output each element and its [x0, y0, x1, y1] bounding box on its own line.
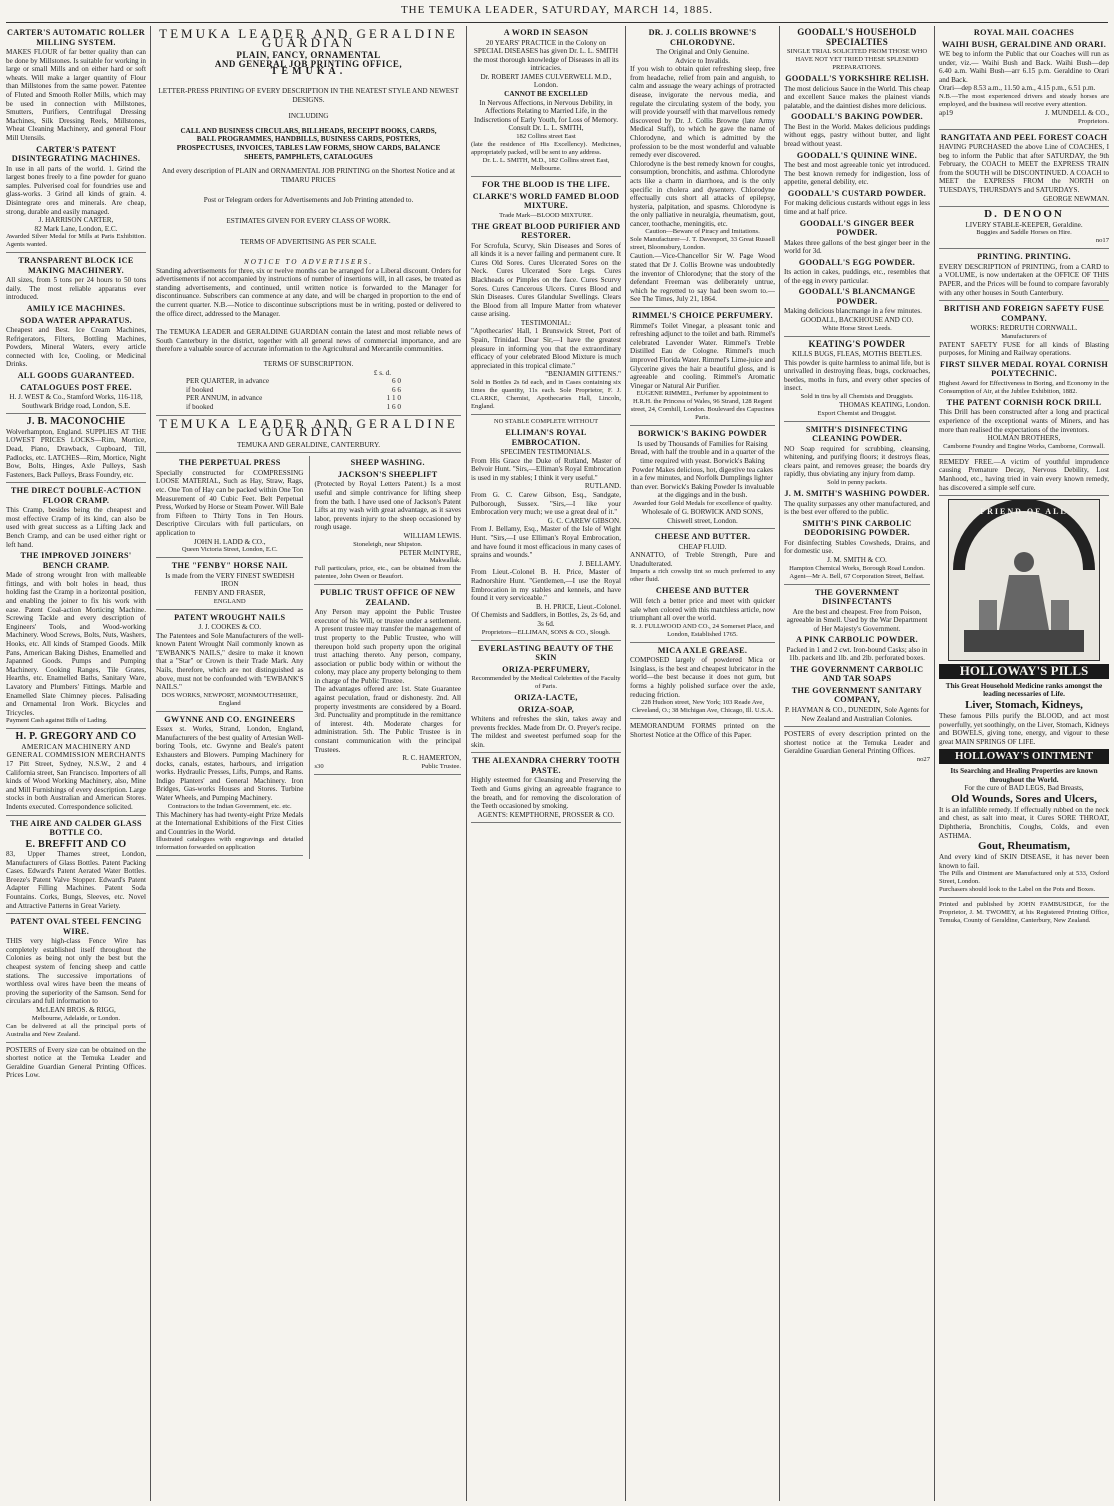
cheese-butter-2: CHEESE AND BUTTER: [655, 586, 750, 596]
annatto: ANNATTO, of Treble Strength, Pure and Unadulterated.: [630, 551, 775, 568]
friend-label: FRIEND OF ALL: [980, 507, 1068, 517]
gregory-body: 17 Pitt Street, Sydney, N.S.W., 2 and 4 California street, San Francisco. Importers of all kinds of Wood Working Machinery, also, Mine and Mill Furnishings of every description. Large stocks in both Australian and American Stores. Indents executed. Correspondence solicited.: [6, 760, 146, 811]
gregory-sub: AMERICAN MACHINERY AND GENERAL COMMISSION MERCHANTS: [6, 741, 146, 760]
fence-agents: McLEAN BROS. & RIGG,: [36, 1006, 116, 1014]
holloway-text: This Great Household Medicine ranks amongst the leading necessaries of Life.: [945, 681, 1103, 699]
subscription-table: [186, 377, 401, 411]
coach-head: ROYAL MAIL COACHES: [973, 28, 1075, 37]
oriza-soap: ORIZA-SOAP,: [518, 704, 574, 714]
col2-right: [309, 456, 461, 859]
coach-times: Orari—dep 8.53 a.m., 11.50 a.m., 4.15 p.m., 6.51 p.m.: [939, 84, 1096, 93]
oriza-body2: Whitens and refreshes the skin, takes away and prevents freckles. Made from Dr. O. Preyer's recipe. The mildest and sweetest perfumed soap for the skin.: [471, 715, 621, 749]
price: B. H. PRICE, Lieut.-Colonel.: [535, 602, 621, 611]
holloway-ointment: HOLLOWAY'S OINTMENT: [939, 749, 1109, 764]
tl2-sub: TEMUKA AND GERALDINE, CANTERBURY.: [236, 440, 381, 449]
smith-co: J. M. SMITH & CO.: [827, 555, 887, 564]
friend-of-all-illustration: [948, 499, 1100, 661]
quinine: GOODALL'S QUININE WINE.: [796, 150, 918, 160]
soda-body: Cheapest and Best. Ice Cream Machines, Refrigerators, Filters, Bottling Machines, Powders, Mineral Waters, every article connected with Ice, Cooling, or Medicinal Drinks.: [6, 326, 146, 369]
coach-note: N.B.—The most experienced drivers and steady horses are employed, and the business will receive every attention.: [939, 92, 1109, 108]
job-printing: AND GENERAL JOB PRINTING OFFICE,: [214, 58, 403, 69]
disint-title: CARTER'S PATENT DISINTEGRATING MACHINES.: [11, 144, 141, 164]
breffit-title: E. BREFFIT AND CO: [25, 838, 127, 850]
subscription-value: 6 0: [392, 377, 401, 386]
oxford: The Pills and Ointment are Manufactured only at 533, Oxford Street, London.: [939, 870, 1109, 886]
elliman-title: ELLIMAN'S ROYAL EMBROCATION.: [505, 428, 587, 447]
seated-figure-icon: [949, 500, 1099, 660]
posters-notice: POSTERS of Every size can be obtained on the shortest notice at the Temuka Leader and Geraldine Guardian General Printing Offices. Prices Low.: [6, 1045, 146, 1080]
column-divider: [150, 26, 151, 1501]
caution-body: Caution.—Vice-Chancellor Sir W. Page Wood stated that Dr J. Collis Browne was undoubtedly the inventor of Chlorodyne; that the story of the defendant Freeman was deliberately untrue, which he regretted to say had been sworn to.—See The Times, July 21, 1864.: [630, 252, 775, 304]
works: WORKS: REDRUTH CORNWALL.: [970, 324, 1078, 333]
sanitary: THE GOVERNMENT SANITARY COMPANY,: [791, 685, 923, 705]
column-3: [471, 26, 621, 1501]
fuse-body: PATENT SAFETY FUSE for all kinds of Blasting purposes, for Mining and Railway operations.: [939, 340, 1109, 358]
subscription-title: TERMS OF SUBSCRIPTION.: [263, 360, 354, 369]
alexandra-title: THE ALEXANDRA CHERRY TOOTH PASTE.: [472, 756, 620, 775]
fence-city: Melbourne, Adelaide, or London.: [31, 1014, 121, 1022]
holloway-pills: HOLLOWAY'S PILLS: [939, 664, 1109, 679]
including: INCLUDING: [288, 112, 329, 121]
ap19: ap19: [939, 108, 953, 117]
collis-head: DR. J. COLLIS BROWNE'S CHLORODYNE.: [648, 28, 757, 47]
addr: 182 Collins street East: [516, 133, 576, 141]
washing-body: The quality surpasses any other manufactured, and is the best ever offered to the public.: [784, 499, 930, 517]
breffit-body: 83, Upper Thames street, London, Manufacturers of Glass Bottles. Patent Packing Cases. Edward's Patent Aerated Water Bottles. Breeze's Patent Valve Stopper. Edward's Patent Adapter Filling Machines. Patent Soda Fountains. Corks, Bungs, Sleeves, etc. Novel and Attractive Patterns in Great Variety.: [6, 850, 146, 910]
test5: From Lieut.-Colonel B. H. Price, Master of Radnorshire Hunt. "Gentlemen,—I use the Royal Embrocation in my stables and kennels, and have found it very serviceable.": [471, 568, 621, 603]
posters-2: POSTERS of every description printed on the shortest notice at the Temuka Leader and Geraldine Guardian General Printing Offices.: [784, 730, 930, 756]
hamerton: R. C. HAMERTON,: [402, 754, 461, 763]
press-addr: Queen Victoria Street, London, E.C.: [181, 546, 278, 554]
borwick-addr: Wholesale of G. BORWICK AND SONS, Chiswell street, London.: [641, 507, 764, 525]
oriza-lacte: ORIZA-LACTE,: [514, 693, 578, 702]
press-title: THE PERPETUAL PRESS: [178, 458, 281, 468]
caution: Caution—Beware of Piracy and Imitations.: [645, 228, 760, 236]
robert: Dr. ROBERT JAMES CULVERWELL M.D., London.: [480, 72, 612, 90]
circulation: The TEMUKA LEADER and GERALDINE GUARDIAN contain the latest and most reliable news of South Canterbury in the district, together with all general news of commercial importance, and are therefore a valuable source of accurate information to the Agricultural and Mercantile communities.: [156, 328, 461, 354]
word-title: A WORD IN SEASON: [503, 28, 589, 37]
gov-body: Are the best and cheapest. Free from Poison, agreeable in Smell. Used by the War Department of Her Majesty's Government.: [786, 607, 928, 633]
buggies: Buggies and Saddle Horses on Hire.: [976, 229, 1072, 237]
gwynne-catalogue: Illustrated catalogues with engravings and detailed information forwarded on application: [156, 836, 304, 852]
washing: J. M. SMITH'S WASHING POWDER.: [784, 489, 930, 499]
subscription-label: PER QUARTER, in advance: [186, 377, 270, 386]
estimates: ESTIMATES GIVEN FOR EVERY CLASS OF WORK.: [226, 216, 391, 225]
public-trustee-sign: Public Trustee.: [421, 762, 461, 770]
everlasting-title: EVERLASTING BEAUTY OF THE SKIN: [478, 643, 614, 662]
pink-carbolic: A PINK CARBOLIC POWDER.: [796, 635, 918, 645]
public-trust-body2: The advantages offered are: 1st. State Guarantee against peculation, fraud or dishonesty. 2nd. All property investments are considered by a Board. 3rd. Punctuality and promptitude in the remittance of interest. 4th. Moderate charges for administration. 5th. The Public Trustee is in constant communication with the principal Trustees.: [314, 685, 461, 754]
print-list: CALL AND BUSINESS CIRCULARS, BILLHEADS, RECEIPT BOOKS, CARDS, BALL PROGRAMMES, HANDBILLS, BUSINESS CARDS, POSTERS, PROSPECTUSES, INVOICES, TABLES LAW FORMS, SHOW CARDS, BALANCE SHEETS, PAMPHLETS, CATALOGUES: [176, 126, 441, 161]
masthead-rule: [6, 22, 1108, 23]
jackson-body: (Protected by Royal Letters Patent.) Is a most useful and simple contrivance for lifting sheep from the bath. I have used one of Jackson's Patent Lifts at my wash with great advantage, as it saves labor, prevents injury to the sheep occasioned by rough usage.: [314, 480, 461, 532]
subscription-value: 1 6 0: [386, 403, 401, 411]
mcintyre: PETER McINTYRE,: [399, 548, 461, 557]
subscription-value: 1 1 0: [386, 394, 401, 403]
keating-sub: KILLS BUGS, FLEAS, MOTHS BEETLES.: [792, 350, 922, 359]
rimmel-title: RIMMEL'S CHOICE PERFUMERY.: [632, 311, 773, 321]
col2-left: [156, 456, 303, 859]
highest: Highest Award for Effectiveness in Boring, and Economy in the Consumption of Air, at the Jubilee Exhibition, 1882.: [939, 379, 1109, 395]
column-divider: [625, 26, 626, 1501]
remedy: REMEDY FREE.—A victim of youthful imprudence causing Premature Decay, Nervous Debility, Lost Manhood, etc., having tried in vain every known remedy, has discovered a simple self cure.: [939, 457, 1109, 492]
bench-cramp-body: Made of strong wrought Iron with malleable fittings, and with bolt holes in head, thus holding fast the Cramp in a horizontal position, and enabling the joiner to fix his work with ease. Patent Coal-action Morticing Machine. Screwing Tackle and every description of Engineers' Tools, and Wood-working Machinery. Wood Screws, Bolts, Nuts, Washers, Hooks, etc. All kinds of Stamped Goods. Milk Pans, American Baking Dishes, Enamelled and Japanned Goods. Pumps and Pumping Machinery. Cooking Ranges, Tile Grates, Hearths, etc. Enamelled Baths, Sanitary Ware, Lavatory and Plumbers' Fittings. Marble and Enamelled Slate Chimney pieces. Palisading and Ornamental Iron Work. Bicycles and Tricycles.: [6, 571, 146, 717]
smith-sold: Sold in penny packets.: [827, 479, 887, 487]
silver-medal: FIRST SILVER MEDAL ROYAL CORNISH POLYTECHNIC.: [939, 359, 1109, 379]
rutland: RUTLAND.: [584, 482, 621, 491]
keating-body: This powder is quite harmless to animal life, but is unrivalled in destroying fleas, bugs, cockroaches, beetles, moths in furs, and every other species of insect.: [784, 358, 930, 393]
gwynne-body: Essex st. Works, Strand, London, England, Manufacturers of the best quality of Artesian Well-boring Tools, etc. Gwynne and Beale's patent Exhausters and Blowers. Pumping Machinery for docks, canals, estates, harbours, and irrigation works. Hydraulic Presses, Lifts, Pumps, and Rams. Indigo Planters' and General Machinery. Iron Bridges, Gas-works Houses and Stores. Turbine Water Wheels, and Pumping Machinery.: [156, 725, 304, 802]
subscription-label: if booked: [186, 403, 214, 411]
column-2: [156, 26, 461, 1501]
specimen: SPECIMEN TESTIMONIALS.: [500, 448, 592, 457]
rangi-title: RANGITATA AND PEEL FOREST COACH: [940, 132, 1108, 142]
printing-body: EVERY DESCRIPTION of PRINTING, from a CARD to a VOLUME, is now undertaken at the OFFICE OF THIS PAPER, and the Prices will be found to compare favorably with any other houses in South Canterbury.: [939, 262, 1109, 297]
fence-title: PATENT OVAL STEEL FENCING WIRE.: [10, 917, 142, 936]
test4: From J. Bellamy, Esq., Master of the Isle of Wight Hunt. "Sirs,—I use Elliman's Royal Embrocation, and have found it most efficacious in many cases of sprains and wounds.": [471, 525, 621, 560]
printing-head: PRINTING. PRINTING.: [977, 252, 1071, 262]
waihi: WAIHI BUSH, GERALDINE AND ORARI.: [941, 39, 1107, 49]
cheap-fluid: CHEAP FLUID.: [678, 542, 727, 551]
wrought-works: DOS WORKS, NEWPORT, MONMOUTHSHIRE, England: [161, 691, 298, 707]
cheese-title: CHEESE AND BUTTER.: [654, 532, 751, 542]
old-wounds: Old Wounds, Sores and Ulcers,: [951, 792, 1097, 805]
drill-title: THE PATENT CORNISH ROCK DRILL: [946, 397, 1102, 407]
catalogues: CATALOGUES POST FREE.: [20, 382, 132, 392]
floor-cramp-title: THE DIRECT DOUBLE-ACTION FLOOR CRAMP.: [10, 486, 142, 505]
masthead: THE TEMUKA LEADER, SATURDAY, MARCH 14, 1885.: [400, 4, 714, 16]
temuka: TEMUKA.: [270, 66, 347, 78]
terms: TERMS OF ADVERTISING AS PER SCALE.: [240, 237, 377, 246]
floor-cramp-body: This Cramp, besides being the cheapest and most effective Cramp of its kind, can also be used with great success as a Lifting Jack and Bench Cramp, and can be used either right or left hand.: [6, 506, 146, 549]
nail-body: Is made from the VERY FINEST SWEDISH IRON: [165, 571, 295, 589]
smith-title: SMITH'S DISINFECTING CLEANING POWDER.: [805, 424, 909, 444]
carter-title: CARTER'S AUTOMATIC ROLLER MILLING SYSTEM.: [7, 28, 145, 47]
carter-name: J. HARRISON CARTER,: [38, 216, 114, 225]
bad-legs: For the cure of BAD LEGS, Bad Breasts,: [964, 784, 1084, 793]
of-chemists: Of Chemists and Saddlers, in Bottles, 2s, 2s 6d, and 3s 6d.: [471, 611, 621, 628]
manufacturer: Sole Manufacturer—J. T. Davenport, 33 Great Russell street, Bloomsbury, London.: [630, 236, 775, 252]
notice-body: Standing advertisements for three, six or twelve months can be arranged for a Liberal discount. Orders for advertisements if not accompanied by instructions of number of insertions will, in all cases, be treated as standing advertisements, and continued, until written notice is forwarded to the Manager for discontinuance. Subscribers can commence at any date, and will be charged in proportion to the end of the current quarter. N.B.—Notice to discontinue subscriptions must be in writing, posted or delivered to the office direct, addressed to the Manager.: [156, 266, 461, 318]
oxford2: Purchasers should look to the Label on the Pots and Boxes.: [939, 886, 1096, 894]
baking: GOODALL'S BAKING POWDER.: [790, 112, 924, 122]
no17: no17: [1095, 237, 1109, 245]
quinine-body: The best and most agreeable tonic yet introduced. The best known remedy for indigestion, loss of appetite, general debility, etc.: [784, 161, 930, 187]
gregory-title: H. P. GREGORY AND CO: [15, 731, 137, 743]
no-stable: NO STABLE COMPLETE WITHOUT: [493, 418, 599, 426]
mica-body: COMPOSED largely of powdered Mica or Isinglass, is the best and cheapest lubricator in the world—the best because it does not gum, but forms a highly polished surface over the axle, reducing friction.: [630, 656, 775, 699]
west-addr: H. J. WEST & Co., Stamford Works, 116-118, Southwark Bridge road, London, S.E.: [9, 393, 143, 410]
egg-body: Its action in cakes, puddings, etc., resembles that of the egg in every particular.: [784, 268, 930, 285]
amily-title: AMILY ICE MACHINES.: [26, 304, 126, 314]
cb2-body: Will fetch a better price and meet with quicker sale when colored with this matchless article, now triumphant all over the world.: [630, 596, 775, 623]
payment: Payment Cash against Bills of Lading.: [6, 717, 108, 725]
borwick-awards: Awarded four Gold Medals for excellence of quality.: [632, 499, 773, 507]
goodall-co: GOODALL, BACKHOUSE AND CO.: [800, 316, 914, 324]
nail-loc: ENGLAND: [213, 597, 246, 605]
guaranteed: ALL GOODS GUARANTEED.: [17, 371, 135, 381]
tl2-title: TEMUKA LEADER AND GERALDINE GUARDIAN: [159, 415, 458, 440]
oriza-body: Recommended by the Medical Celebrities of the Faculty of Paris.: [471, 675, 621, 690]
custard-body: For making delicious custards without eggs in less time and at half price.: [784, 199, 930, 216]
aire-title: THE AIRE AND CALDER GLASS BOTTLE CO.: [10, 818, 142, 838]
bench-cramp-title: THE IMPROVED JOINERS' BENCH CRAMP.: [20, 551, 132, 570]
public-trust-body: Any Person may appoint the Public Trustee executor of his Will, or trustee under a settlement. A present trustee may transfer the management of trust property to the Public Trustee, who will thereupon hold such property upon the original trust attaching thereto. Any person, company, association or public body within or without the colony, may place any property belonging to them in charge of the Public Trustee.: [314, 608, 461, 685]
subscription-cols: £ s. d.: [373, 368, 391, 377]
wrought-title: PATENT WROUGHT NAILS: [174, 612, 286, 622]
manufacturers: Manufacturers of: [1001, 332, 1047, 340]
denoon: D. DENOON: [984, 208, 1064, 221]
press-body: Specially constructed for COMPRESSING LOOSE MATERIAL, Such as Hay, Straw, Rags, etc. One Ton of Hay can be packed within One Ton Measurement of 40 Cubic Feet. Belt Perpetual Press, Worked by Horse or Steam Power. Will Bale from Fifteen to Thirty Tons in Ten Hours. Descriptive Circulars with full particulars, on application to: [156, 468, 304, 538]
subscription-label: PER ANNUM, in advance: [186, 394, 263, 403]
word-body2: In Nervous Affections, in Nervous Debility, in Affections Relating to Married Life, in the Indiscretions of Early Youth, for Loss of Memory.: [473, 98, 619, 124]
blood-head: FOR THE BLOOD IS THE LIFE.: [481, 180, 611, 190]
jackson-full: Full particulars, price, etc., can be obtained from the patentee, John Owen or Beaufort.: [314, 565, 461, 581]
post-telegram: Post or Telegram orders for Advertisements and Job Printing attended to.: [203, 196, 414, 205]
stoneleigh: Stoneleigh, near Shipston.: [353, 540, 423, 548]
fullwood: R. J. FULLWOOD AND CO., 24 Somerset Place, and London, Established 1765.: [631, 622, 774, 638]
tl-title: TEMUKA LEADER AND GERALDINE GUARDIAN: [159, 26, 458, 50]
clarke-title: CLARKE'S WORLD FAMED BLOOD MIXTURE.: [472, 191, 620, 211]
original: The Original and Only Genuine.: [655, 48, 750, 56]
annatto-body: Imparts a rich cowslip tint so much preferred to any other fluid.: [630, 568, 775, 584]
carter-award: Awarded Silver Medal for Mills at Paris Exhibition. Agents wanted.: [6, 233, 146, 249]
gwynne-prize: This Machinery has had twenty-eight Prize Medals at the International Exhibitions of the First Cities and Countries in the World.: [156, 810, 304, 836]
column-5: [784, 26, 930, 1501]
rimmel-body: Rimmel's Toilet Vinegar, a pleasant tonic and refreshing adjunct to the toilet and bath. Rimmel's celebrated Lavender Water. Rimmel's Treble Distilled Eau de Cologne. Rimmel's much improved Florida Water. Rimmel's Lime-juice and Glycerine gives the hair a beautiful gloss, and is agreeable and cooling. Rimmel's Aromatic Vinegar or Natural Air Purifier.: [630, 321, 775, 390]
ginger-body: Makes three gallons of the best ginger beer in the world for 3d.: [784, 238, 930, 256]
smith-addr: Hampton Chemical Works, Borough Road London.: [789, 564, 925, 572]
jackson-title: JACKSON'S SHEEPLIFT: [337, 469, 438, 479]
baking-body: The Best in the World. Makes delicious puddings without eggs, pastry without butter, and light bread without yeast.: [784, 122, 930, 148]
fence-note: Can be delivered at all the principal ports of Australia and New Zealand.: [6, 1022, 146, 1038]
lewis: WILLIAM LEWIS.: [403, 531, 461, 540]
column-divider: [934, 26, 935, 1501]
gwynne-title: GWYNNE AND CO. ENGINEERS: [164, 714, 296, 724]
advice: Advice to Invalids.: [675, 56, 730, 65]
notice-title: NOTICE TO ADVERTISERS.: [244, 258, 373, 267]
plain-fancy: PLAIN, FANCY, ORNAMENTAL: [236, 50, 381, 61]
column-divider: [466, 26, 467, 1501]
maconochie-body: Wolverhampton, England. SUPPLIES AT THE LOWEST PRICES LOCKS—Rim, Mortice, Dead, Piano, Drawback, Cupboard, Till, Padlocks, etc. LATCHES—Rim, Mortice, Night Bow, Bolts, Hinges, Axle Pulleys, Sash Fasteners, Back Pulleys, Brass Foundry, etc.: [6, 427, 146, 479]
word-body: 20 YEARS' PRACTICE in the Colony on SPECIAL DISEASES has given Dr. L. L. SMITH the most thorough knowledge of Diseases in all its intricacies.: [473, 38, 619, 73]
newman: GEORGE NEWMAN.: [1043, 194, 1109, 203]
collis-body2: Chlorodyne is the best remedy known for coughs, consumption, bronchitis, and asthma. Chlorodyne acts like a charm in diarrhoea, and is the only specific in cholera and dysentery. Chlorodyne effectually cuts short all attacks of epilepsy, hysteria, palpitation, and spasms. Chlorodyne is the only palliative in neuralgia, rheumatism, gout, cancer, toothache, meningitis, etc.: [630, 159, 775, 228]
fuse-head: BRITISH AND FOREIGN SAFETY FUSE COMPANY.: [943, 304, 1105, 323]
consult: Consult Dr. L. L. SMITH,: [508, 124, 584, 133]
ointment-body: It is an infallible remedy. If effectually rubbed on the neck and chest, as salt into meat, it Cures SORE THROAT, Diphtheria, Bronchitis, Coughs, Colds, and even ASTHMA.: [939, 805, 1109, 840]
every-description: And every description of PLAIN and ORNAMENTAL JOB PRINTING on the Shortest Notice and at TIMARU PRICES: [162, 167, 455, 184]
bellamy: J. BELLAMY.: [579, 559, 621, 568]
pink-title: SMITH'S PINK CARBOLIC DEODORISING POWDER.: [802, 518, 912, 538]
memorandum: MEMORANDUM FORMS printed on the Shortest Notice at the Office of this Paper.: [630, 722, 775, 739]
column-4: [630, 26, 775, 1501]
goodall-sub: SINGLE TRIAL SOLICITED FROM THOSE WHO HAVE NOT YET TRIED THESE SPLENDID PREPARATIONS.: [786, 48, 928, 71]
collis-body: If you wish to obtain quiet refreshing sleep, free from headache, relief from pain and anguish, to calm and assuage the weary achings of protracted disease, invigorate the nervous media, and regulate the circulating system of the body, you will provide yourself with that marvellous remedy discovered by Dr. J. Collis Browne (late Army Medical Staff), to which he gave the name of Chlorodyne, and which is admitted by the profession to be the most wonderful and valuable remedy ever discovered.: [630, 65, 775, 160]
fence-body: THIS very high-class Fence Wire has completely established itself throughout the Colonies as being not only the best but the cheapest system of fencing sheep and cattle stations. The successive importations of worthless oval wires have been the means of proving the superiority of the Samson. Send for circulars and full information to: [6, 937, 146, 1006]
disint-body: In use in all parts of the world. 1. Grind the largest bones freely to a fine powder for guano samples. Pulverised coal for foundries use and glass-works. 3 Grind all kinds of grain. 4. Disintegrate ores and minerals. Are cheap, strong, durable and easily managed.: [6, 164, 146, 216]
egg: GOODALL'S EGG POWDER.: [798, 257, 916, 267]
s30: s30: [314, 762, 324, 770]
keating-title: KEATING'S POWDER: [808, 338, 906, 349]
ointment-text: Its Searching and Healing Properties are known throughout the World.: [950, 766, 1098, 784]
wrought-by: J. J. COOKES & CO.: [198, 623, 261, 631]
purifier: THE GREAT BLOOD PURIFIER AND RESTORER.: [471, 221, 621, 241]
test2: From His Grace the Duke of Rutland, Master of Belvoir Hunt. "Sirs,—Elliman's Royal Embrocation is used in my stables; I think it very useful.": [471, 456, 621, 482]
nail-title: THE "FENBY" HORSE NAIL: [171, 561, 288, 571]
soda-title: SODA WATER APPARATUS.: [20, 315, 132, 325]
gout: Gout, Rheumatism,: [978, 840, 1070, 853]
oriza-perfumery: ORIZA-PERFUMERY,: [502, 664, 590, 674]
cannot-excel: CANNOT BE EXCELLED: [504, 90, 588, 99]
export: Export Chemist and Druggist.: [817, 409, 897, 417]
column-1: [6, 26, 146, 1501]
holman: HOLMAN BROTHERS,: [987, 434, 1061, 443]
subscription-label: if booked: [186, 385, 214, 394]
agents: AGENTS: KEMPTHORNE, PROSSER & CO.: [477, 810, 615, 819]
printed-by: Printed and published by JOHN FAMBUSIDGE, for the Proprietor, J. M. TWOMEY, at his Registered Printing Office, Temuka, County of Geraldine, Canterbury, New Zealand.: [939, 901, 1109, 925]
testimonial-body: "Apothecaries' Hall, 1 Brunswick Street, Port of Spain, Trinidad. Dear Sir,—I have the greatest pleasure in informing you that the extraordinary efficacy of your celebrated Blood Mixture is much appreciated in this tropical climate.": [471, 327, 621, 370]
mica-title: MICA AXLE GREASE.: [657, 645, 748, 655]
blanc: GOODALL'S BLANCMANGE POWDER.: [798, 287, 916, 306]
subscription-row: [186, 377, 401, 386]
borwick-title: BORWICK'S BAKING POWDER: [638, 429, 767, 439]
smith-body: NO Soap required for scrubbing, cleansing, whitening, and purifying floors; it destroys fleas, clears paint, and removes grease; the boards dry rapidly, thus obviating any injury from damp.: [784, 444, 930, 479]
ice-body: All sizes, from 5 tons per 24 hours to 50 tons daily. The most reliable apparatus ever introduced.: [6, 276, 146, 302]
goodall-addr: White Horse Street Leeds.: [822, 324, 892, 332]
carbolic-soaps: THE GOVERNMENT CARBOLIC AND TAR SOAPS: [790, 664, 924, 684]
ginger: GOODALL'S GINGER BEER POWDER.: [799, 218, 915, 238]
word-body3: (late the residence of His Excellency). Medicines, appropriately packed, will be sent to any address.: [471, 141, 621, 157]
column-divider: [779, 26, 780, 1501]
trademark: Trade Mark—BLOOD MIXTURE.: [499, 211, 593, 219]
no27: no27: [916, 755, 930, 763]
letterpress: LETTER-PRESS PRINTING OF EVERY DESCRIPTION IN THE NEATEST STYLE AND NEWEST DESIGNS.: [158, 86, 459, 104]
keating-sold: Sold in tins by all Chemists and Druggists.: [800, 393, 914, 401]
subscription-row: [186, 386, 401, 395]
gov-title: THE GOVERNMENT DISINFECTANTS: [814, 587, 900, 606]
keating-prop: THOMAS KEATING, London.: [838, 401, 930, 410]
column-6: [939, 26, 1109, 1501]
livery: LIVERY STABLE-KEEPER, Geraldine.: [965, 220, 1083, 229]
subscription-row: [186, 394, 401, 403]
maconochie-title: J. B. MACONOCHIE: [26, 416, 126, 428]
blanc-body: Making delicious blancmange in a few minutes.: [784, 307, 922, 316]
coach-body: WE beg to inform the Public that our Coaches will run as under, viz.— Waihi Bush and Back. Waihi Bush—dep 6.40 a.m. Waihi Bush—arr 6.15 p.m. Geraldine to Orari and Back.: [939, 50, 1109, 84]
sold: Sold in Bottles 2s 6d each, and in Cases containing six times the quantity, 11s each. Sole Proprietor, F. J. CLARKE, Chemist, Apothecaries Hall, Lincoln, England.: [471, 379, 621, 411]
goodall-title: GOODALL'S HOUSEHOLD SPECIALTIES: [797, 27, 917, 47]
mundell: J. MUNDELL & CO.,: [1044, 108, 1109, 117]
relish-body: The most delicious Sauce in the World. This cheap and excellent Sauce makes the plainest viands palatable, and the daintiest dishes more delicious.: [784, 84, 930, 110]
borwick-body: Is used by Thousands of Families for Raising Bread, with half the trouble and in a quarter of the time required with yeast. Borwick's Baking Powder Makes delicious, hot, digestive tea cakes in a few minutes, and Norfolk Dumplings lighter than ever. Borwick's Baking Powder Is invaluable at the diggings and in the bush.: [630, 439, 775, 500]
nail-maker: FENBY AND FRASER,: [194, 588, 266, 597]
holman-addr: Camborne Foundry and Engine Works, Camborne, Cornwall.: [943, 442, 1105, 450]
carter-body: MAKES FLOUR of far better quality than can be done by Millstones. Is suitable for working in large or small Mills and on either hard or soft wheats. Will make a larger quantity of Flour than Millstones from the same power. Patentee of Fluted and Smooth Roller Mills, which may be used in connection with Millstones, Smutters, Purifiers, Centrifugal Dressing Machines, Silk Dressing Reels, Millstones, Wheat Cleaning Machinery, and general Flour Mill Utensils.: [6, 48, 146, 142]
proprietors: Proprietors—ELLIMAN, SONS & CO., Slough.: [481, 628, 611, 636]
wrought-body: The Patentees and Sole Manufacturers of the well-known Patent Wrought Nail commonly known as "EWBANK'S NAILS," desire to make it known that a "Star" or Crown is their Trade Mark. Any Nails, therefore, which are not distinguished as above, must not be confounded with "EWBANK'S NAILS.": [156, 631, 304, 692]
custard: GOODALL'S CUSTARD POWDER.: [787, 188, 927, 198]
gwynne-contract: Contractors to the Indian Government, etc. etc.: [167, 802, 292, 810]
rimmel-addr: EUGENE RIMMEL, Perfumer by appointment to H.R.H. the Princess of Wales, 96 Strand, 128 Regent street, 24, Cornhill, London. Boulevard des Capucines Paris.: [630, 390, 775, 422]
relish: GOODALL'S YORKSHIRE RELISH.: [785, 74, 929, 83]
rangi-body: HAVING PURCHASED the above Line of COACHES, I beg to inform the Public that after SATURDAY, the 9th February, the COACH to MEET the EXPRESS TRAIN from the SOUTH will be DISCONTINUED. A COACH to MEET the EXPRESS FROM the NORTH on TUESDAYS, THURSDAYS and SATURDAYS.: [939, 143, 1109, 195]
gout-body: And every kind of SKIN DISEASE, it has never been known to fail.: [939, 853, 1109, 870]
ice-title: TRANSPARENT BLOCK ICE MAKING MACHINERY.: [18, 256, 134, 275]
holloway-body: These famous Pills purify the BLOOD, and act most powerfully, yet soothingly, on the Liver, Stomach, Kidneys and BOWELS, giving tone, energy, and vigour to these great MAIN SPRINGS OF LIFE.: [939, 712, 1109, 746]
gov-body2: Packed in 1 and 2 cwt. Iron-bound Casks; also in 1lb. packets and 1lb. and 2lb. perforated boxes.: [786, 645, 928, 663]
alexandra-body: Highly esteemed for Cleansing and Preserving the Teeth and Gums giving an agreeable fragrance to the breath, and for removing the discoloration of the Teeth occasioned by smoking.: [471, 776, 621, 811]
press-name: JOHN H. LADD & CO.,: [193, 537, 266, 546]
pink-body: For disinfecting Stables Cowsheds, Drains, and for domestic use.: [784, 538, 930, 556]
addr2: Dr. L. L. SMITH, M.D., 182 Collins street East, Melbourne.: [482, 157, 610, 173]
subscription-value: 6 6: [392, 385, 401, 394]
testimonial: TESTIMONIAL:: [520, 318, 572, 327]
subscription-row: [186, 403, 401, 412]
proprietors-2: Proprietors.: [1078, 117, 1109, 125]
carter-addr: 82 Mark Lane, London, E.C.: [34, 224, 118, 233]
gibson: G. C. CAREW GIBSON.: [547, 516, 621, 525]
drill-body: This Drill has been constructed after a long and practical experience of the exceptional wants of Miners, and has more than realised the expectations of the inventors.: [939, 408, 1109, 434]
hayman: P. HAYMAN & CO., DUNEDIN, Sole Agents for New Zealand and Australian Colonies.: [784, 705, 930, 723]
purifier-body: For Scrofula, Scurvy, Skin Diseases and Sores of all kinds it is a never failing and permanent cure. It Cures Old Sores. Cures Ulcerated Sores on the Neck. Cures Ulcerated Sore Legs. Cures Blackheads or Pimples on the face. Cures Scurvy Sores. Cures Cancerous Ulcers. Cures Blood and Skin Diseases. Cures Glandular Swellings. Clears the Blood from all Impure Matter from whatever cause arising.: [471, 241, 621, 319]
sheep-title: SHEEP WASHING.: [350, 458, 425, 468]
public-trust-title: PUBLIC TRUST OFFICE OF NEW ZEALAND.: [319, 588, 456, 607]
agent: Agent—Mr A. Bell, 67 Corporation Street, Belfast.: [789, 572, 925, 580]
mica-addr: 228 Hudson street, New York; 103 Reade Ave, Cleveland, O.; 38 Michigan Ave, Chicago, Ill. U.S.A.: [631, 699, 774, 715]
test3: From G. C. Carew Gibson, Esq., Sandgate, Pulborough, Sussex. "Sirs,—I like your Embrocation very much; we use a great deal of it.": [471, 491, 621, 517]
makwallak: Makwallak.: [429, 557, 461, 565]
gittens: "BENJAMIN GITTENS.": [545, 370, 621, 379]
liver: Liver, Stomach, Kidneys,: [965, 699, 1083, 711]
